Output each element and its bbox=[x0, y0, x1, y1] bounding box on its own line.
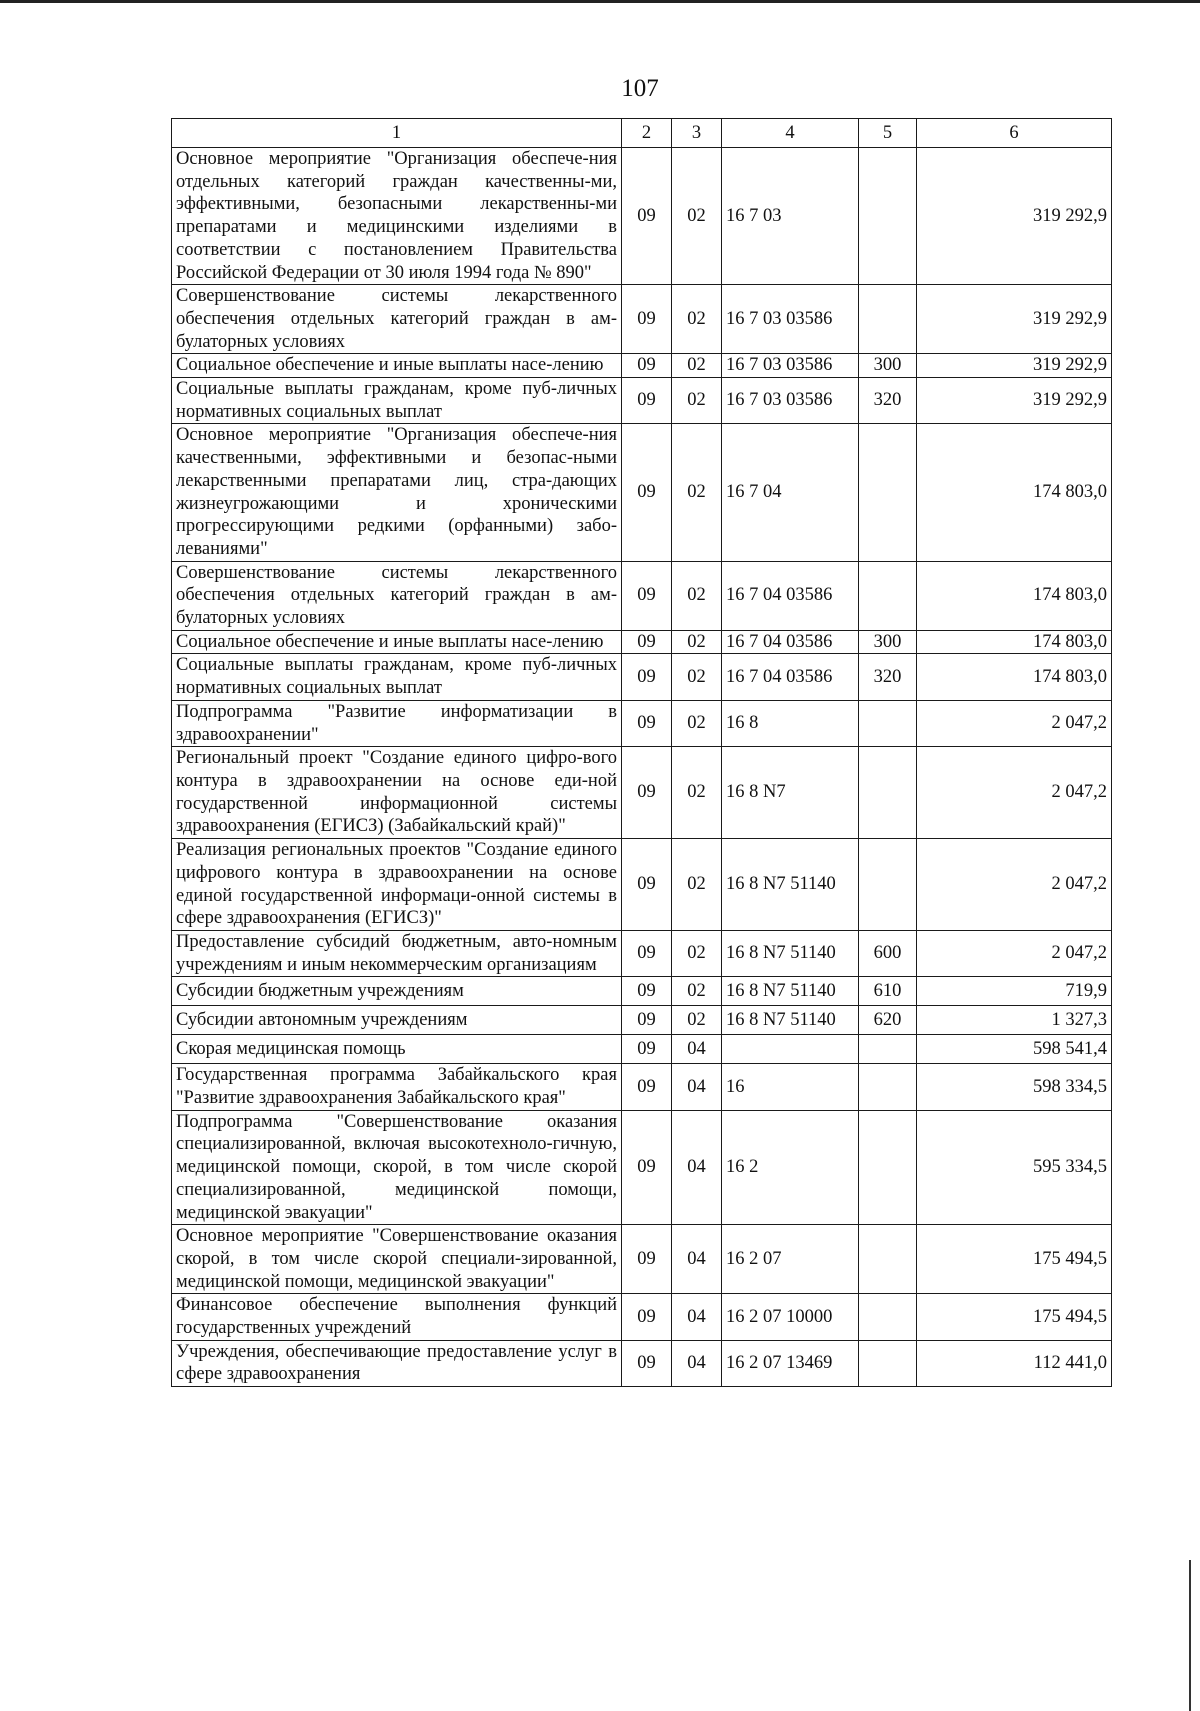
target-article-cell bbox=[722, 1035, 859, 1064]
header-col-5: 5 bbox=[859, 119, 917, 148]
target-article-cell: 16 7 04 03586 bbox=[722, 654, 859, 700]
table-row bbox=[172, 977, 1112, 1006]
row-name-cell: Финансовое обеспечение выполнения функций государственных учреждений bbox=[172, 1294, 622, 1340]
row-name-cell: Скорая медицинская помощь bbox=[172, 1035, 622, 1064]
target-article-cell: 16 7 03 03586 bbox=[722, 378, 859, 424]
section-code-cell: 09 bbox=[622, 1340, 672, 1386]
subsection-code-cell: 02 bbox=[672, 700, 722, 746]
section-code-cell: 09 bbox=[622, 930, 672, 976]
target-article-cell: 16 8 bbox=[722, 700, 859, 746]
row-name-cell: Субсидии бюджетным учреждениям bbox=[172, 977, 622, 1006]
subsection-code-cell: 02 bbox=[672, 285, 722, 354]
target-article-cell: 16 8 N7 51140 bbox=[722, 839, 859, 931]
section-code-cell: 09 bbox=[622, 1225, 672, 1294]
expense-type-cell: 600 bbox=[859, 930, 917, 976]
header-col-2: 2 bbox=[622, 119, 672, 148]
row-name-cell: Социальные выплаты гражданам, кроме пуб-личных нормативных социальных выплат bbox=[172, 654, 622, 700]
target-article-cell: 16 7 04 03586 bbox=[722, 561, 859, 630]
target-article-cell: 16 7 03 bbox=[722, 148, 859, 285]
amount-cell: 319 292,9 bbox=[917, 285, 1112, 354]
expense-type-cell: 320 bbox=[859, 378, 917, 424]
header-col-3: 3 bbox=[672, 119, 722, 148]
subsection-code-cell: 02 bbox=[672, 378, 722, 424]
expense-type-cell bbox=[859, 148, 917, 285]
subsection-code-cell: 04 bbox=[672, 1225, 722, 1294]
row-name-cell: Учреждения, обеспечивающие предоставление услуг в сфере здравоохранения bbox=[172, 1340, 622, 1386]
row-name-cell: Совершенствование системы лекарственного обеспечения отдельных категорий граждан в ам-булаторных условиях bbox=[172, 561, 622, 630]
row-name-cell: Социальное обеспечение и иные выплаты насе-лению bbox=[172, 354, 622, 378]
target-article-cell: 16 8 N7 51140 bbox=[722, 1006, 859, 1035]
table-row bbox=[172, 285, 1112, 354]
section-code-cell: 09 bbox=[622, 561, 672, 630]
subsection-code-cell: 02 bbox=[672, 561, 722, 630]
table-row bbox=[172, 1035, 1112, 1064]
expense-type-cell bbox=[859, 1110, 917, 1225]
expense-type-cell bbox=[859, 285, 917, 354]
amount-cell: 719,9 bbox=[917, 977, 1112, 1006]
expense-type-cell bbox=[859, 1064, 917, 1110]
table-row bbox=[172, 630, 1112, 654]
section-code-cell: 09 bbox=[622, 977, 672, 1006]
amount-cell: 1 327,3 bbox=[917, 1006, 1112, 1035]
subsection-code-cell: 02 bbox=[672, 424, 722, 561]
section-code-cell: 09 bbox=[622, 285, 672, 354]
target-article-cell: 16 bbox=[722, 1064, 859, 1110]
section-code-cell: 09 bbox=[622, 654, 672, 700]
expense-type-cell bbox=[859, 747, 917, 839]
table-row bbox=[172, 700, 1112, 746]
header-col-4: 4 bbox=[722, 119, 859, 148]
table-row bbox=[172, 1064, 1112, 1110]
section-code-cell: 09 bbox=[622, 839, 672, 931]
row-name-cell: Социальное обеспечение и иные выплаты насе-лению bbox=[172, 630, 622, 654]
header-row bbox=[172, 119, 1112, 148]
header-col-1: 1 bbox=[172, 119, 622, 148]
target-article-cell: 16 8 N7 51140 bbox=[722, 977, 859, 1006]
section-code-cell: 09 bbox=[622, 1110, 672, 1225]
target-article-cell: 16 7 04 03586 bbox=[722, 630, 859, 654]
amount-cell: 598 334,5 bbox=[917, 1064, 1112, 1110]
expense-type-cell: 320 bbox=[859, 654, 917, 700]
section-code-cell: 09 bbox=[622, 378, 672, 424]
amount-cell: 319 292,9 bbox=[917, 354, 1112, 378]
amount-cell: 174 803,0 bbox=[917, 561, 1112, 630]
table-row bbox=[172, 378, 1112, 424]
amount-cell: 112 441,0 bbox=[917, 1340, 1112, 1386]
section-code-cell: 09 bbox=[622, 1035, 672, 1064]
budget-table bbox=[171, 118, 1112, 1387]
target-article-cell: 16 7 03 03586 bbox=[722, 285, 859, 354]
subsection-code-cell: 04 bbox=[672, 1294, 722, 1340]
table-row bbox=[172, 1006, 1112, 1035]
subsection-code-cell: 04 bbox=[672, 1340, 722, 1386]
amount-cell: 595 334,5 bbox=[917, 1110, 1112, 1225]
section-code-cell: 09 bbox=[622, 700, 672, 746]
amount-cell: 2 047,2 bbox=[917, 930, 1112, 976]
table-row bbox=[172, 1340, 1112, 1386]
row-name-cell: Субсидии автономным учреждениям bbox=[172, 1006, 622, 1035]
section-code-cell: 09 bbox=[622, 1294, 672, 1340]
subsection-code-cell: 02 bbox=[672, 839, 722, 931]
subsection-code-cell: 04 bbox=[672, 1035, 722, 1064]
amount-cell: 174 803,0 bbox=[917, 630, 1112, 654]
subsection-code-cell: 02 bbox=[672, 1006, 722, 1035]
table-body bbox=[172, 148, 1112, 1387]
amount-cell: 174 803,0 bbox=[917, 654, 1112, 700]
top-border-line bbox=[0, 0, 1200, 3]
expense-type-cell bbox=[859, 561, 917, 630]
section-code-cell: 09 bbox=[622, 630, 672, 654]
subsection-code-cell: 04 bbox=[672, 1064, 722, 1110]
subsection-code-cell: 02 bbox=[672, 354, 722, 378]
expense-type-cell bbox=[859, 700, 917, 746]
header-col-6: 6 bbox=[917, 119, 1112, 148]
page-number: 107 bbox=[621, 75, 659, 102]
subsection-code-cell: 02 bbox=[672, 654, 722, 700]
expense-type-cell bbox=[859, 1035, 917, 1064]
subsection-code-cell: 02 bbox=[672, 977, 722, 1006]
subsection-code-cell: 04 bbox=[672, 1110, 722, 1225]
row-name-cell: Основное мероприятие "Совершенствование оказания скорой, в том числе скорой специали-зированной, медицинской помощи, медицинской эвакуации" bbox=[172, 1225, 622, 1294]
amount-cell: 175 494,5 bbox=[917, 1294, 1112, 1340]
target-article-cell: 16 2 07 13469 bbox=[722, 1340, 859, 1386]
section-code-cell: 09 bbox=[622, 1064, 672, 1110]
row-name-cell: Подпрограмма "Развитие информатизации в здравоохранении" bbox=[172, 700, 622, 746]
section-code-cell: 09 bbox=[622, 148, 672, 285]
row-name-cell: Совершенствование системы лекарственного обеспечения отдельных категорий граждан в ам-булаторных условиях bbox=[172, 285, 622, 354]
table-row bbox=[172, 1225, 1112, 1294]
table-row bbox=[172, 1294, 1112, 1340]
row-name-cell: Социальные выплаты гражданам, кроме пуб-личных нормативных социальных выплат bbox=[172, 378, 622, 424]
expense-type-cell bbox=[859, 1294, 917, 1340]
table-row bbox=[172, 747, 1112, 839]
table-row bbox=[172, 424, 1112, 561]
expense-type-cell bbox=[859, 839, 917, 931]
row-name-cell: Основное мероприятие "Организация обеспече-ния качественными, эффективными и безопас-ными лекарственными препаратами лиц, стра-дающих жизнеугрожающими и хроническими прогрессирующими редкими (орфанными) забо-леваниями" bbox=[172, 424, 622, 561]
section-code-cell: 09 bbox=[622, 1006, 672, 1035]
table-row bbox=[172, 654, 1112, 700]
amount-cell: 2 047,2 bbox=[917, 700, 1112, 746]
row-name-cell: Реализация региональных проектов "Создание единого цифрового контура в здравоохранении на основе единой государственной информаци-онной системы в сфере здравоохранения (ЕГИСЗ)" bbox=[172, 839, 622, 931]
amount-cell: 319 292,9 bbox=[917, 148, 1112, 285]
subsection-code-cell: 02 bbox=[672, 148, 722, 285]
subsection-code-cell: 02 bbox=[672, 747, 722, 839]
target-article-cell: 16 8 N7 bbox=[722, 747, 859, 839]
table-row bbox=[172, 561, 1112, 630]
table-row bbox=[172, 839, 1112, 931]
amount-cell: 2 047,2 bbox=[917, 747, 1112, 839]
row-name-cell: Предоставление субсидий бюджетным, авто-номным учреждениям и иным некоммерческим организациям bbox=[172, 930, 622, 976]
target-article-cell: 16 2 bbox=[722, 1110, 859, 1225]
row-name-cell: Региональный проект "Создание единого цифро-вого контура в здравоохранении на основе еди-ной государственной информационной системы здравоохранения (ЕГИСЗ) (Забайкальский край)" bbox=[172, 747, 622, 839]
table-row bbox=[172, 930, 1112, 976]
expense-type-cell: 620 bbox=[859, 1006, 917, 1035]
expense-type-cell bbox=[859, 424, 917, 561]
row-name-cell: Государственная программа Забайкальского края "Развитие здравоохранения Забайкальского края" bbox=[172, 1064, 622, 1110]
section-code-cell: 09 bbox=[622, 354, 672, 378]
expense-type-cell bbox=[859, 1225, 917, 1294]
side-margin-line bbox=[1189, 1560, 1191, 1711]
row-name-cell: Основное мероприятие "Организация обеспече-ния отдельных категорий граждан качественны-ми, эффективными, безопасными лекарственны-ми препаратами и медицинскими изделиями в соответствии с постановлением Правительства Российской Федерации от 30 июля 1994 года № 890" bbox=[172, 148, 622, 285]
target-article-cell: 16 7 03 03586 bbox=[722, 354, 859, 378]
amount-cell: 2 047,2 bbox=[917, 839, 1112, 931]
subsection-code-cell: 02 bbox=[672, 930, 722, 976]
amount-cell: 319 292,9 bbox=[917, 378, 1112, 424]
table-row bbox=[172, 1110, 1112, 1225]
expense-type-cell bbox=[859, 1340, 917, 1386]
table-row bbox=[172, 354, 1112, 378]
target-article-cell: 16 8 N7 51140 bbox=[722, 930, 859, 976]
expense-type-cell: 300 bbox=[859, 630, 917, 654]
target-article-cell: 16 2 07 bbox=[722, 1225, 859, 1294]
section-code-cell: 09 bbox=[622, 424, 672, 561]
target-article-cell: 16 7 04 bbox=[722, 424, 859, 561]
expense-type-cell: 610 bbox=[859, 977, 917, 1006]
table-row bbox=[172, 148, 1112, 285]
amount-cell: 175 494,5 bbox=[917, 1225, 1112, 1294]
target-article-cell: 16 2 07 10000 bbox=[722, 1294, 859, 1340]
subsection-code-cell: 02 bbox=[672, 630, 722, 654]
section-code-cell: 09 bbox=[622, 747, 672, 839]
amount-cell: 174 803,0 bbox=[917, 424, 1112, 561]
row-name-cell: Подпрограмма "Совершенствование оказания специализированной, включая высокотехноло-гичную, медицинской помощи, скорой, в том числе скорой специализированной, медицинской помощи, медицинской эвакуации" bbox=[172, 1110, 622, 1225]
amount-cell: 598 541,4 bbox=[917, 1035, 1112, 1064]
expense-type-cell: 300 bbox=[859, 354, 917, 378]
